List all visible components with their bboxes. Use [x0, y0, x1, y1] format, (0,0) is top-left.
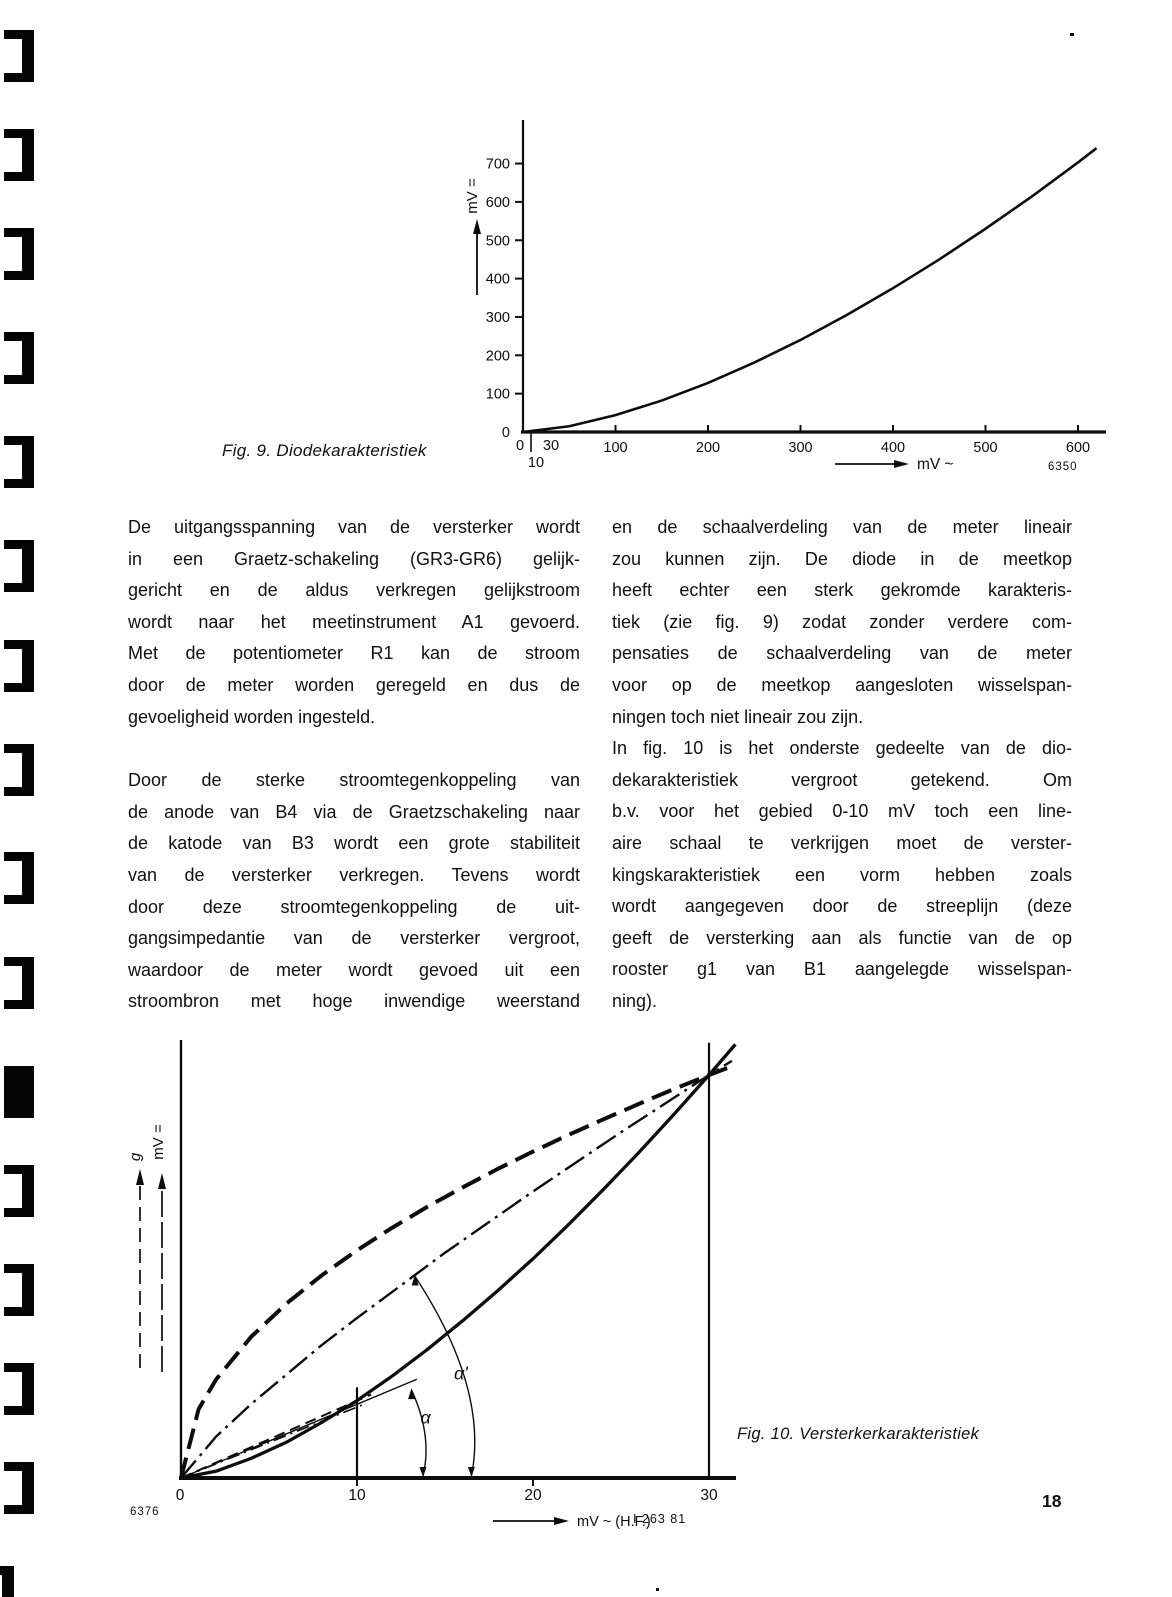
text-line: dekarakteristiek vergroot getekend. Om [612, 769, 1072, 790]
left-text-column [128, 512, 580, 1018]
tick-label: 300 [485, 309, 510, 326]
tick-label: 600 [1065, 440, 1091, 456]
text-line: gevoeligheid worden ingesteld. [128, 706, 376, 727]
x-axis-arrowhead-icon [554, 1517, 569, 1525]
text-line: tiek (zie fig. 9) zodat zonder verdere com- [612, 611, 1072, 632]
text-line: geeft de versterking aan als functie van de op [612, 927, 1072, 948]
angle-label: α' [453, 1363, 468, 1384]
paragraph [612, 733, 1072, 1017]
tick-label: 400 [485, 271, 510, 288]
series-diode-detail-curve [181, 1044, 735, 1478]
tick-label: 400 [880, 440, 906, 456]
text-line: pensaties de schaalverdeling van de meter [612, 643, 1072, 664]
y-axis-label-g: g [127, 1152, 144, 1162]
text-line: aire schaal te verkrijgen moet de verster- [612, 832, 1072, 853]
text-line: kingskarakteristiek een vorm hebben zoals [612, 864, 1072, 885]
binding-hole-mark [4, 1066, 34, 1118]
paragraph [128, 512, 580, 733]
binding-hole-mark [4, 852, 34, 904]
series-streeplijn-versterking [181, 1067, 730, 1478]
fig10-caption: Fig. 10. Versterkerkarakteristiek [737, 1425, 980, 1443]
text-line: zou kunnen zijn. De diode in de meetkop [612, 548, 1072, 569]
tick-label: 30 [700, 1487, 718, 1504]
scan-speck [1070, 33, 1074, 36]
binding-hole-mark [4, 1462, 34, 1514]
tick-label: 100 [485, 386, 510, 403]
paragraph [612, 512, 1072, 733]
text-line: wordt naar het meetinstrument A1 gevoerd. [128, 611, 580, 632]
text-line: Met de potentiometer R1 kan de stroom [128, 643, 580, 664]
text-line: gericht en de aldus verkregen gelijkstroom [128, 580, 580, 601]
text-line: ning). [612, 990, 658, 1011]
x-axis-label: mV ~ [917, 456, 954, 473]
binding-hole-mark [4, 744, 34, 796]
text-line: de anode van B4 via de Graetzschakeling naar [128, 801, 580, 822]
text-line: wordt aangegeven door de streeplijn (deze [612, 896, 1072, 917]
binding-hole-mark [4, 540, 34, 592]
scan-speck [656, 1588, 659, 1591]
y-axis-label: mV = [464, 178, 481, 214]
text-line: de katode van B3 wordt een grote stabiliteit [128, 833, 580, 854]
fig10-chart [100, 1030, 740, 1540]
tick-label: 0 [501, 425, 510, 441]
footer-code-center: I 263 81 [633, 1512, 687, 1526]
angle-arc [412, 1390, 426, 1476]
text-line: rooster g1 van B1 aangelegde wisselspan- [612, 959, 1072, 980]
tick-label: 300 [788, 440, 813, 456]
series-koorde-streeppunt [181, 1404, 364, 1478]
tick-label: 20 [524, 1487, 542, 1504]
text-line: b.v. voor het gebied 0-10 mV toch een line- [612, 801, 1072, 822]
tick-label: 0 [175, 1487, 185, 1504]
y-arrowhead-icon [158, 1173, 166, 1189]
binding-hole-mark [4, 1363, 34, 1415]
text-line: waardoor de meter wordt gevoed uit een [128, 959, 580, 980]
tick-label: 10 [348, 1487, 366, 1504]
x-axis-label: mV ~ (H.F.) [577, 1514, 651, 1530]
binding-hole-mark [4, 30, 34, 82]
text-line: gangsimpedantie van de versterker vergroot, [128, 928, 580, 949]
y-arrowhead-icon [136, 1169, 144, 1185]
angle-arrowhead-down-icon [468, 1467, 475, 1477]
text-line: door de meter worden geregeld en dus de [128, 674, 580, 695]
angle-arrowhead-up-icon [408, 1388, 415, 1399]
tick-label: 500 [485, 233, 510, 250]
text-line: en de schaalverdeling van de meter lineair [612, 517, 1072, 537]
text-line: ningen toch niet lineair zou zijn. [612, 706, 864, 727]
y-axis-arrowhead-icon [473, 219, 481, 234]
binding-hole-mark [4, 1264, 34, 1316]
text-line: van de versterker verkregen. Tevens wordt [128, 864, 580, 885]
footer-code-left: 6376 [130, 1506, 160, 1518]
y-axis-label-mv: mV = [150, 1124, 167, 1160]
figure-code: 6350 [1048, 461, 1078, 473]
fig9-chart [430, 100, 1140, 480]
tick-label: 0 [515, 438, 525, 454]
tick-label: 700 [485, 156, 510, 173]
series-diode-characteristic [523, 148, 1097, 432]
tick-label: 500 [973, 440, 998, 456]
paragraph [128, 765, 580, 1018]
binding-hole-mark [0, 1566, 14, 1597]
text-line: heeft echter een sterk gekromde karakteris- [612, 580, 1072, 601]
tick-label: 10 [527, 455, 545, 471]
tick-label: 200 [485, 348, 510, 365]
binding-hole-mark [4, 957, 34, 1009]
text-line: stroombron met hoge inwendige weerstand [128, 991, 580, 1012]
tick-label: 30 [542, 438, 560, 454]
binding-hole-mark [4, 129, 34, 181]
text-line: voor op de meetkop aangesloten wisselspan- [612, 674, 1072, 695]
text-line: Door de sterke stroomtegenkoppeling van [128, 770, 580, 791]
binding-hole-mark [4, 436, 34, 488]
text-line: in een Graetz-schakeling (GR3-GR6) gelijk- [128, 548, 580, 569]
tick-label: 600 [485, 194, 510, 211]
tick-label: 100 [603, 440, 628, 456]
text-line: De uitgangsspanning van de versterker wordt [128, 517, 580, 537]
text-line: In fig. 10 is het onderste gedeelte van de dio- [612, 738, 1072, 759]
text-line: door deze stroomtegenkoppeling de uit- [128, 896, 580, 917]
x-axis-arrowhead-icon [894, 460, 909, 468]
binding-hole-mark [4, 1165, 34, 1217]
page-number: 18 [1042, 1491, 1062, 1511]
binding-hole-mark [4, 640, 34, 692]
binding-hole-mark [4, 228, 34, 280]
series-resulterende-schaal [181, 1061, 732, 1478]
binding-hole-mark [4, 332, 34, 384]
right-text-column [612, 512, 1072, 1018]
angle-arrowhead-down-icon [420, 1467, 427, 1477]
angle-label: α [420, 1407, 431, 1428]
fig9-caption: Fig. 9. Diodekarakteristiek [222, 441, 427, 460]
tick-label: 200 [695, 440, 721, 456]
